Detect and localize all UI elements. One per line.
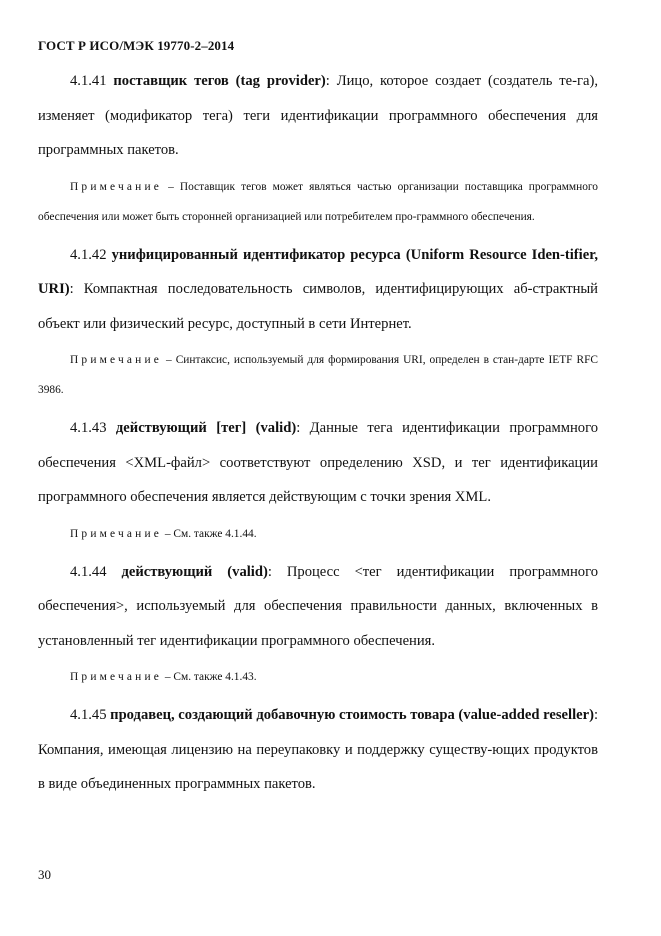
term-entry [38,555,598,659]
term-entry [38,411,598,515]
note-text: См. также 4.1.44. [173,527,257,540]
term-number: 4.1.42 [70,246,107,263]
term-name: продавец, создающий добавочную стоимость товара (value-added reseller) [110,707,594,723]
term-name: унифицированный идентификатор ресурса (Uniform Resource Iden-tifier, URI) [38,246,598,297]
note-label: Примечание [70,527,163,540]
note-entry [38,172,598,232]
term-number: 4.1.41 [70,73,107,89]
note-dash: – [162,527,174,540]
note-dash: – [162,180,180,193]
note-text: Поставщик тегов может являться частью организации поставщика программного обеспечения или может быть сторонней организацией или потребителем про-граммного обеспечения. [38,180,599,223]
note-entry [38,662,598,692]
note-label: Примечание [70,671,163,683]
term-definition: : Процесс <тег идентификации программного обеспечения>, используемый для обеспечения правильности данных, включенных в установленный тег идентификации программного обеспечения. [38,563,598,649]
term-definition: : Компактная последовательность символов, идентифицирующих аб-страктный объект или физический ресурс, доступный в сети Интернет. [38,281,598,332]
term-name: действующий (valid) [121,563,268,580]
term-name: действующий [тег] (valid) [115,420,297,436]
term-number: 4.1.44 [70,563,107,580]
note-dash: – [162,354,176,366]
term-definition: : Данные тега идентификации программного обеспечения <XML-файл> соответствуют определению XSD, и тег идентификации программного обеспечения является действующим с точки зрения XML. [38,420,598,505]
term-definition: : Лицо, которое создает (создатель те-га), изменяет (модификатор тега) теги идентификации программного обеспечения для программных пакетов. [38,73,598,158]
term-entry [38,238,598,342]
document-body [38,64,598,802]
page-number: 30 [38,867,51,882]
term-name: поставщик тегов (tag provider) [113,73,326,89]
note-label: Примечание [70,180,163,193]
term-definition: : Компания, имеющая лицензию на переупаковку и поддержку существу-ющих продуктов в виде объединенных программных пакетов. [38,707,599,792]
term-number: 4.1.43 [70,420,107,436]
note-label: Примечание [70,354,163,366]
note-dash: – [162,671,174,683]
term-entry [38,64,598,168]
term-number: 4.1.45 [70,707,107,723]
note-text: Синтаксис, используемый для формирования URI, определен в стан-дарте IETF RFC 3986. [38,354,599,396]
note-text: См. также 4.1.43. [173,671,257,683]
document-header: ГОСТ Р ИСО/МЭК 19770-2–2014 [38,38,235,53]
note-entry [38,345,598,405]
term-entry [38,698,598,802]
note-entry [38,519,598,549]
